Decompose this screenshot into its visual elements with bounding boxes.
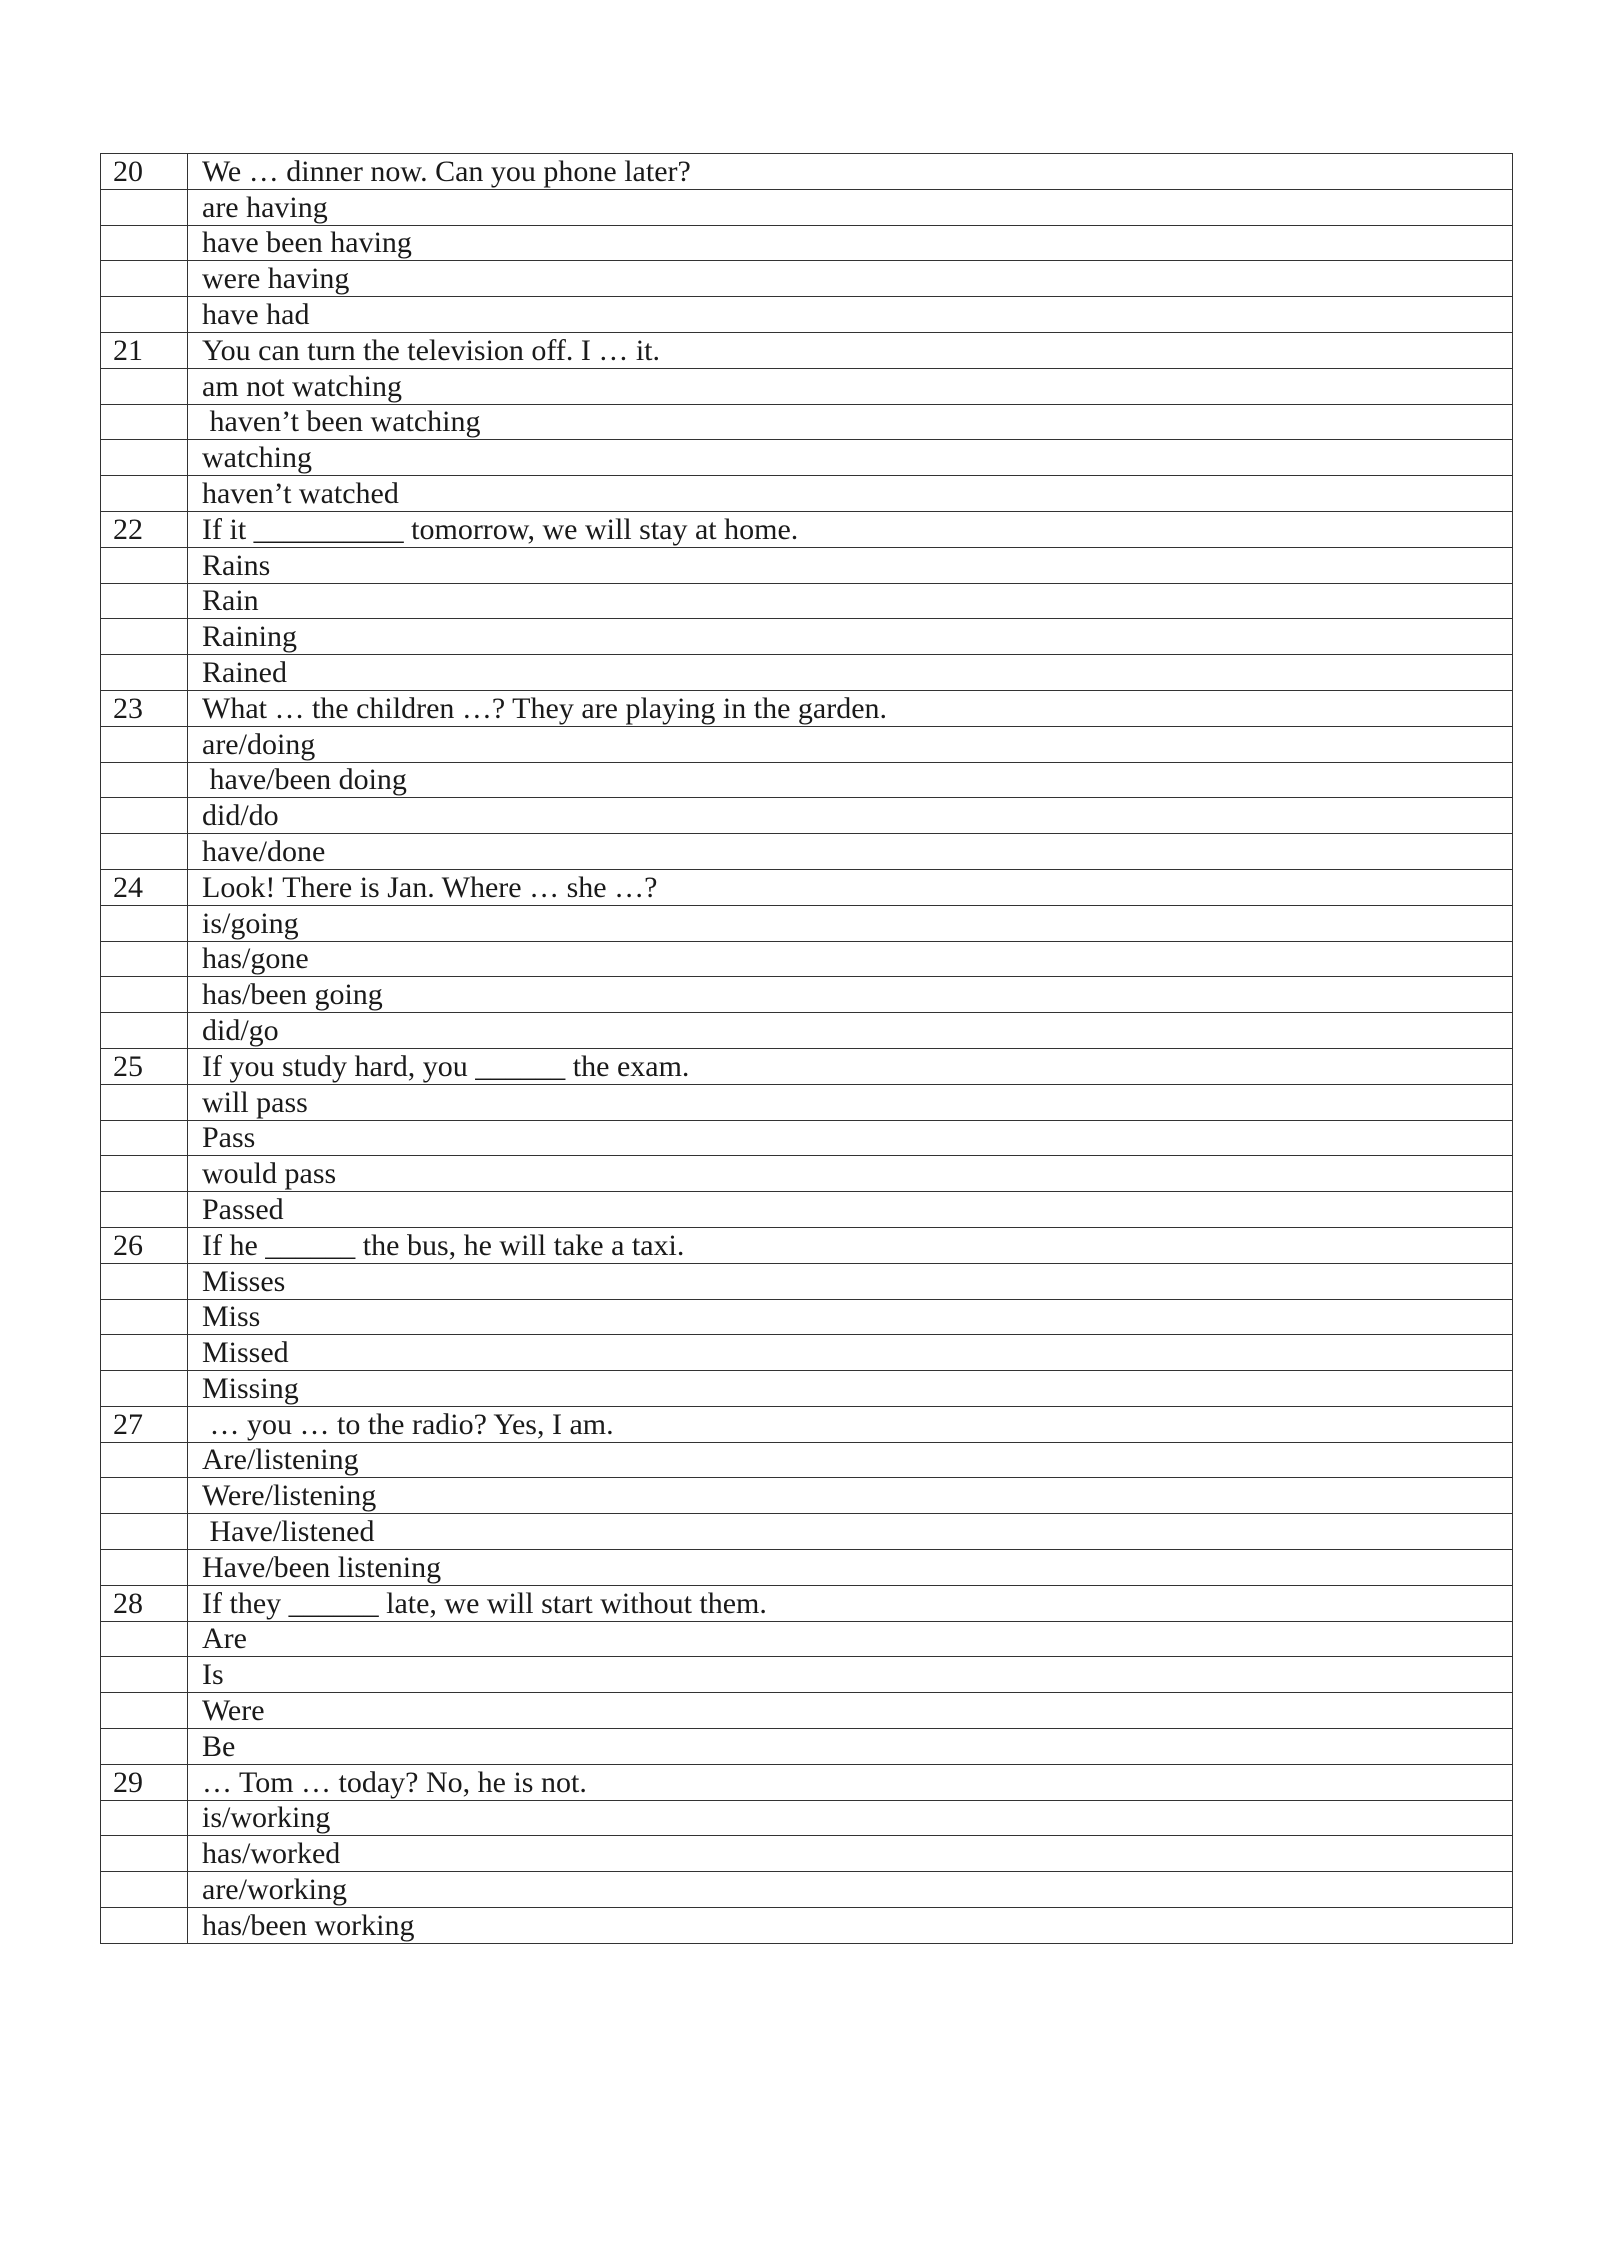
question-text: If it __________ tomorrow, we will stay at home. xyxy=(188,511,1513,547)
empty-number-cell xyxy=(101,798,188,834)
option-row xyxy=(101,1299,1513,1335)
option-row xyxy=(101,834,1513,870)
answer-option: have had xyxy=(188,297,1513,333)
option-row xyxy=(101,726,1513,762)
answer-option: are having xyxy=(188,189,1513,225)
empty-number-cell xyxy=(101,297,188,333)
option-row xyxy=(101,977,1513,1013)
question-text: What … the children …? They are playing in the garden. xyxy=(188,690,1513,726)
empty-number-cell xyxy=(101,1263,188,1299)
answer-option: Were xyxy=(188,1693,1513,1729)
option-row xyxy=(101,619,1513,655)
answer-option: are/working xyxy=(188,1872,1513,1908)
answer-option: Were/listening xyxy=(188,1478,1513,1514)
question-table-body xyxy=(101,154,1513,1944)
question-row xyxy=(101,690,1513,726)
question-row xyxy=(101,154,1513,190)
answer-option: haven’t watched xyxy=(188,476,1513,512)
option-row xyxy=(101,1263,1513,1299)
question-number: 20 xyxy=(101,154,188,190)
option-row xyxy=(101,655,1513,691)
question-text: … Tom … today? No, he is not. xyxy=(188,1764,1513,1800)
answer-option: haven’t been watching xyxy=(188,404,1513,440)
empty-number-cell xyxy=(101,1442,188,1478)
option-row xyxy=(101,297,1513,333)
option-row xyxy=(101,1442,1513,1478)
answer-option: am not watching xyxy=(188,368,1513,404)
question-number: 29 xyxy=(101,1764,188,1800)
empty-number-cell xyxy=(101,261,188,297)
question-number: 21 xyxy=(101,332,188,368)
answer-option: Rained xyxy=(188,655,1513,691)
option-row xyxy=(101,1371,1513,1407)
answer-option: Missed xyxy=(188,1335,1513,1371)
question-row xyxy=(101,511,1513,547)
empty-number-cell xyxy=(101,619,188,655)
question-text: Look! There is Jan. Where … she …? xyxy=(188,869,1513,905)
answer-option: would pass xyxy=(188,1156,1513,1192)
option-row xyxy=(101,1693,1513,1729)
option-row xyxy=(101,440,1513,476)
answer-option: Pass xyxy=(188,1120,1513,1156)
option-row xyxy=(101,1192,1513,1228)
question-row xyxy=(101,869,1513,905)
answer-option: is/going xyxy=(188,905,1513,941)
empty-number-cell xyxy=(101,1013,188,1049)
question-row xyxy=(101,1048,1513,1084)
option-row xyxy=(101,1550,1513,1586)
option-row xyxy=(101,189,1513,225)
question-number: 22 xyxy=(101,511,188,547)
option-row xyxy=(101,1729,1513,1765)
option-row xyxy=(101,1836,1513,1872)
question-table xyxy=(100,153,1513,1944)
answer-option: watching xyxy=(188,440,1513,476)
option-row xyxy=(101,1084,1513,1120)
option-row xyxy=(101,798,1513,834)
empty-number-cell xyxy=(101,1371,188,1407)
option-row xyxy=(101,1013,1513,1049)
answer-option: Are xyxy=(188,1621,1513,1657)
option-row xyxy=(101,1156,1513,1192)
option-row xyxy=(101,1478,1513,1514)
answer-option: is/working xyxy=(188,1800,1513,1836)
option-row xyxy=(101,1872,1513,1908)
empty-number-cell xyxy=(101,726,188,762)
empty-number-cell xyxy=(101,1836,188,1872)
option-row xyxy=(101,1800,1513,1836)
answer-option: have/done xyxy=(188,834,1513,870)
question-number: 24 xyxy=(101,869,188,905)
option-row xyxy=(101,404,1513,440)
question-row xyxy=(101,1764,1513,1800)
empty-number-cell xyxy=(101,1514,188,1550)
question-row xyxy=(101,1585,1513,1621)
empty-number-cell xyxy=(101,941,188,977)
answer-option: Rain xyxy=(188,583,1513,619)
question-row xyxy=(101,332,1513,368)
empty-number-cell xyxy=(101,583,188,619)
option-row xyxy=(101,762,1513,798)
question-row xyxy=(101,1227,1513,1263)
answer-option: has/gone xyxy=(188,941,1513,977)
empty-number-cell xyxy=(101,1908,188,1944)
empty-number-cell xyxy=(101,225,188,261)
answer-option: did/go xyxy=(188,1013,1513,1049)
empty-number-cell xyxy=(101,1335,188,1371)
empty-number-cell xyxy=(101,368,188,404)
option-row xyxy=(101,1514,1513,1550)
option-row xyxy=(101,1335,1513,1371)
option-row xyxy=(101,583,1513,619)
empty-number-cell xyxy=(101,1478,188,1514)
empty-number-cell xyxy=(101,1693,188,1729)
empty-number-cell xyxy=(101,547,188,583)
question-text: We … dinner now. Can you phone later? xyxy=(188,154,1513,190)
empty-number-cell xyxy=(101,476,188,512)
empty-number-cell xyxy=(101,977,188,1013)
answer-option: has/been going xyxy=(188,977,1513,1013)
empty-number-cell xyxy=(101,762,188,798)
answer-option: Rains xyxy=(188,547,1513,583)
option-row xyxy=(101,1657,1513,1693)
option-row xyxy=(101,905,1513,941)
answer-option: Is xyxy=(188,1657,1513,1693)
question-number: 25 xyxy=(101,1048,188,1084)
empty-number-cell xyxy=(101,1192,188,1228)
option-row xyxy=(101,1908,1513,1944)
empty-number-cell xyxy=(101,834,188,870)
answer-option: Misses xyxy=(188,1263,1513,1299)
option-row xyxy=(101,368,1513,404)
empty-number-cell xyxy=(101,655,188,691)
answer-option: have been having xyxy=(188,225,1513,261)
empty-number-cell xyxy=(101,1872,188,1908)
answer-option: Have/been listening xyxy=(188,1550,1513,1586)
answer-option: Are/listening xyxy=(188,1442,1513,1478)
empty-number-cell xyxy=(101,1621,188,1657)
question-text: You can turn the television off. I … it. xyxy=(188,332,1513,368)
question-number: 27 xyxy=(101,1406,188,1442)
empty-number-cell xyxy=(101,1299,188,1335)
answer-option: has/been working xyxy=(188,1908,1513,1944)
answer-option: have/been doing xyxy=(188,762,1513,798)
question-number: 23 xyxy=(101,690,188,726)
answer-option: were having xyxy=(188,261,1513,297)
empty-number-cell xyxy=(101,1120,188,1156)
empty-number-cell xyxy=(101,1729,188,1765)
option-row xyxy=(101,1120,1513,1156)
empty-number-cell xyxy=(101,1800,188,1836)
empty-number-cell xyxy=(101,1156,188,1192)
question-number: 26 xyxy=(101,1227,188,1263)
empty-number-cell xyxy=(101,905,188,941)
option-row xyxy=(101,476,1513,512)
answer-option: Have/listened xyxy=(188,1514,1513,1550)
answer-option: Miss xyxy=(188,1299,1513,1335)
empty-number-cell xyxy=(101,1550,188,1586)
option-row xyxy=(101,547,1513,583)
answer-option: Passed xyxy=(188,1192,1513,1228)
question-number: 28 xyxy=(101,1585,188,1621)
empty-number-cell xyxy=(101,440,188,476)
option-row xyxy=(101,261,1513,297)
empty-number-cell xyxy=(101,1084,188,1120)
empty-number-cell xyxy=(101,404,188,440)
answer-option: Be xyxy=(188,1729,1513,1765)
question-row xyxy=(101,1406,1513,1442)
question-text: If you study hard, you ______ the exam. xyxy=(188,1048,1513,1084)
question-text: If he ______ the bus, he will take a taxi. xyxy=(188,1227,1513,1263)
empty-number-cell xyxy=(101,1657,188,1693)
answer-option: did/do xyxy=(188,798,1513,834)
answer-option: Raining xyxy=(188,619,1513,655)
question-text: If they ______ late, we will start without them. xyxy=(188,1585,1513,1621)
question-text: … you … to the radio? Yes, I am. xyxy=(188,1406,1513,1442)
answer-option: will pass xyxy=(188,1084,1513,1120)
option-row xyxy=(101,225,1513,261)
answer-option: has/worked xyxy=(188,1836,1513,1872)
answer-option: Missing xyxy=(188,1371,1513,1407)
option-row xyxy=(101,941,1513,977)
empty-number-cell xyxy=(101,189,188,225)
option-row xyxy=(101,1621,1513,1657)
answer-option: are/doing xyxy=(188,726,1513,762)
